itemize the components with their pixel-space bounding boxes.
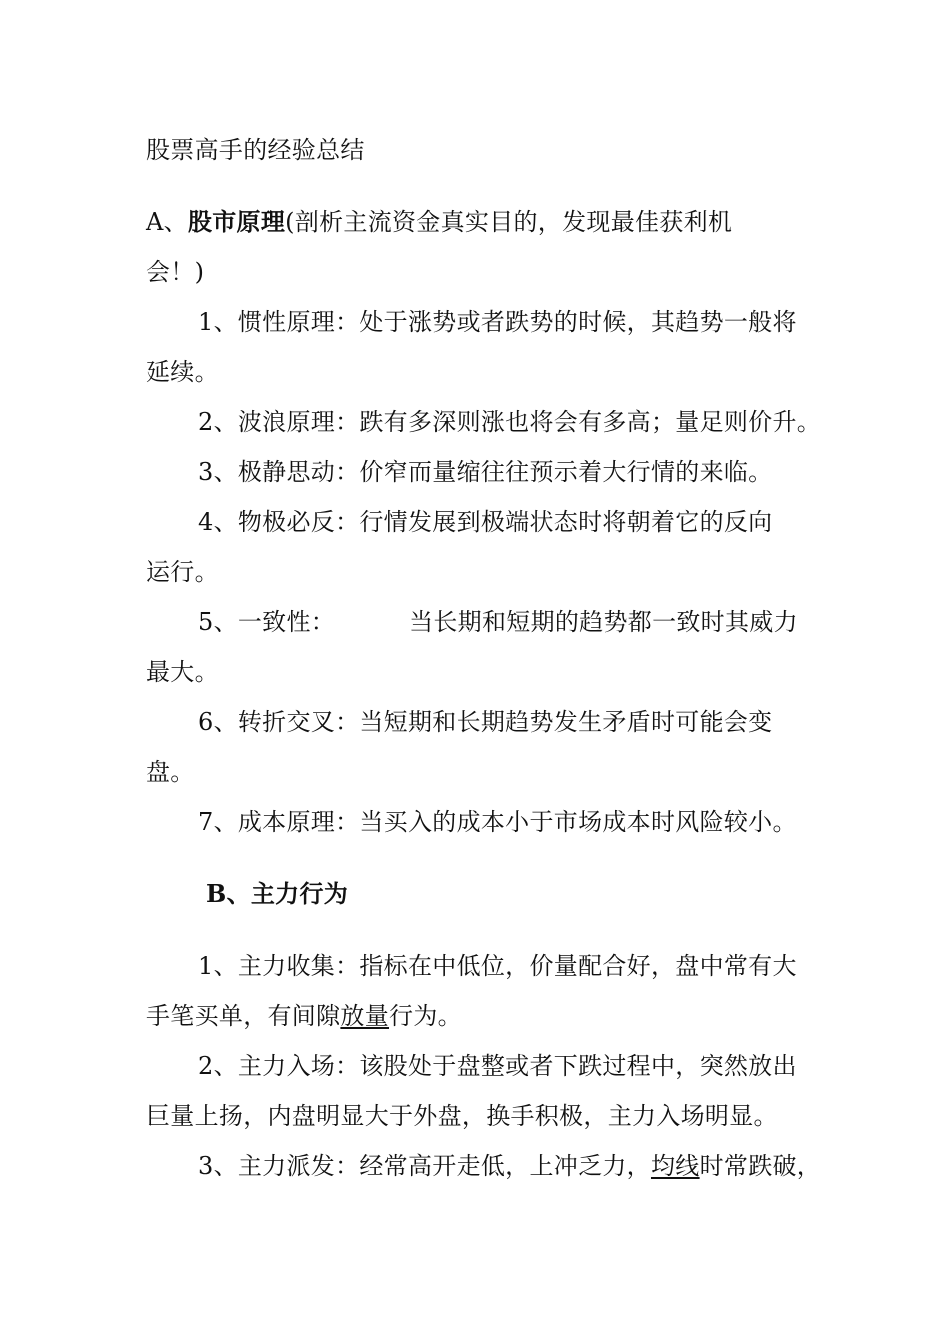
behavior-name: 主力入场： (237, 1052, 360, 1080)
principle-number: 5、 (198, 608, 238, 636)
section-a-heading-line (146, 206, 732, 238)
principle-number: 4、 (198, 508, 238, 536)
section-a-heading: 股市原理 (187, 207, 286, 236)
behavior-1-cont (146, 1000, 462, 1032)
principle-text: 价窄而量缩往往预示着大行情的来临。 (359, 458, 773, 486)
behavior-text: 经常高开走低，上冲乏力， (359, 1152, 651, 1180)
principle-4-cont: 运行。 (146, 558, 219, 586)
principle-3 (198, 456, 772, 488)
principle-name: 极静思动： (237, 458, 360, 486)
behavior-text: 时常跌破， (699, 1152, 822, 1180)
principle-text: 当短期和长期趋势发生矛盾时可能会变 (359, 708, 773, 736)
behavior-text: 行为。 (389, 1002, 462, 1030)
principle-text: 跌有多深则涨也将会有多高；量足则价升。 (359, 408, 822, 436)
principle-6-cont: 盘。 (146, 758, 195, 786)
principle-1 (198, 306, 797, 338)
behavior-name: 主力收集： (237, 952, 360, 980)
principle-name: 成本原理： (237, 808, 360, 836)
principle-name: 物极必反： (237, 508, 360, 536)
principle-text: 行情发展到极端状态时将朝着它的反向 (359, 508, 773, 536)
principle-number: 6、 (198, 708, 238, 736)
section-b-heading: B、主力行为 (206, 879, 349, 908)
principle-number: 7、 (198, 808, 238, 836)
section-a-label: A、 (146, 208, 188, 236)
principle-name: 转折交叉： (237, 708, 360, 736)
principle-4 (198, 506, 772, 538)
principle-5 (198, 606, 798, 638)
behavior-3 (198, 1150, 821, 1182)
principle-1-cont: 延续。 (146, 358, 219, 386)
principle-2 (198, 406, 821, 438)
principle-number: 1、 (198, 308, 238, 336)
principle-text: 当买入的成本小于市场成本时风险较小。 (359, 808, 797, 836)
behavior-1 (198, 950, 797, 982)
principle-number: 3、 (198, 458, 238, 486)
behavior-number: 3、 (198, 1152, 238, 1180)
principle-6 (198, 706, 772, 738)
principle-text: 处于涨势或者跌势的时候，其趋势一般将 (359, 308, 797, 336)
link-fangliang[interactable]: 放量 (340, 1002, 390, 1030)
behavior-name: 主力派发： (237, 1152, 360, 1180)
behavior-text: 指标在中低位，价量配合好，盘中常有大 (359, 952, 797, 980)
principle-number: 2、 (198, 408, 238, 436)
section-a-note: (剖析主流资金真实目的，发现最佳获利机 (285, 208, 733, 236)
behavior-number: 2、 (198, 1052, 238, 1080)
principle-7 (198, 806, 797, 838)
section-a-note-cont: 会！) (146, 258, 205, 286)
document-title: 股票高手的经验总结 (146, 136, 365, 164)
behavior-2-cont: 巨量上扬，内盘明显大于外盘，换手积极，主力入场明显。 (146, 1102, 778, 1130)
behavior-number: 1、 (198, 952, 238, 980)
principle-name: 惯性原理： (237, 308, 360, 336)
behavior-2 (198, 1050, 797, 1082)
link-junxian[interactable]: 均线 (650, 1152, 700, 1180)
principle-text: 当长期和短期的趋势都一致时其威力 (409, 608, 798, 636)
principle-name: 波浪原理： (237, 408, 360, 436)
behavior-text: 手笔买单，有间隙 (146, 1002, 341, 1030)
principle-5-cont: 最大。 (146, 658, 219, 686)
behavior-text: 该股处于盘整或者下跌过程中，突然放出 (359, 1052, 797, 1080)
principle-name: 一致性： (237, 608, 336, 636)
